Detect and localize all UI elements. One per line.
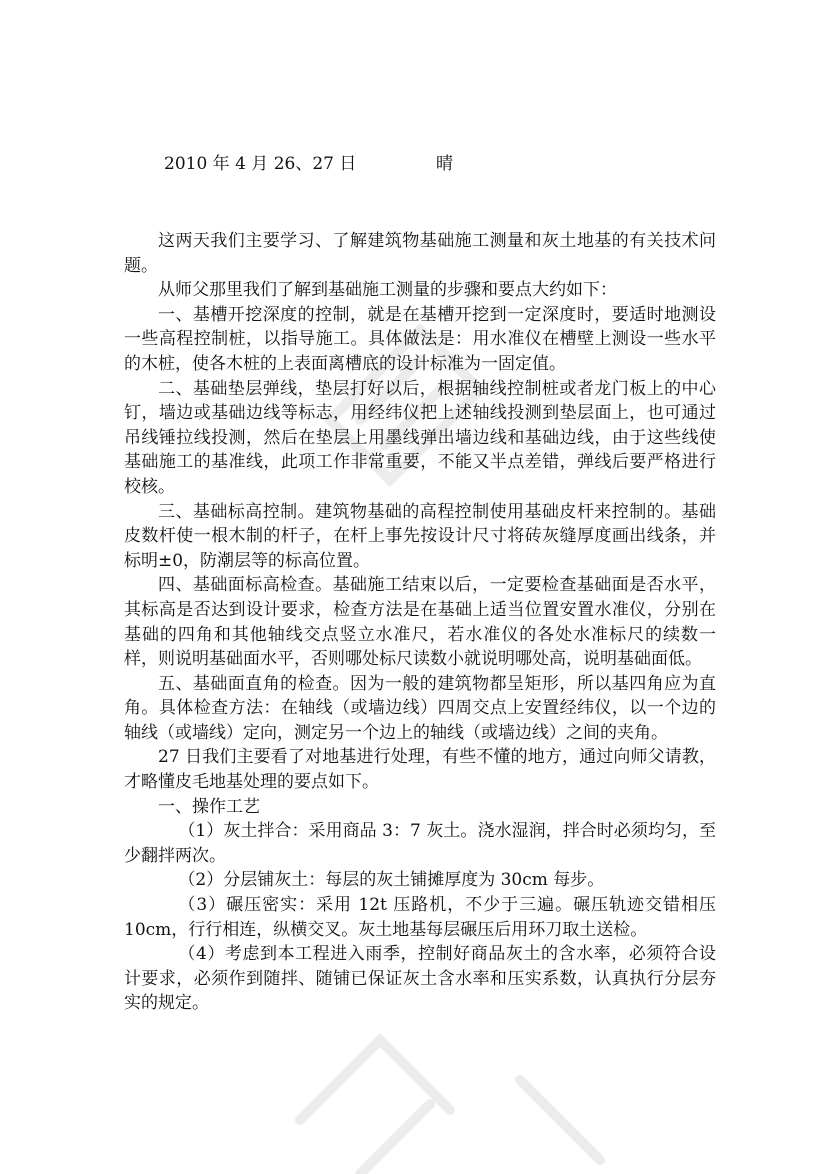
paragraph: 四、基础面标高检查。基础施工结束以后，一定要检查基础面是否水平，其标高是否达到设计要求，检查方法是在基础上适当位置安置水准仪，分别在基础的四角和其他轴线交点竖立水准尺，若水准仪的各处水准标尺的续数一样，则说明基础面水平，否则哪处标尺读数小就说明哪处高，说明基础面低。 bbox=[124, 575, 716, 670]
paragraph: （4）考虑到本工程进入雨季，控制好商品灰土的含水率，必须符合设计要求，必须作到随拌、随铺已保证灰土含水率和压实系数，认真执行分层夯实的规定。 bbox=[124, 944, 716, 1014]
paragraph: 从师父那里我们了解到基础施工测量的步骤和要点大约如下： bbox=[158, 280, 617, 301]
journal-body bbox=[124, 229, 716, 1016]
date-line bbox=[164, 150, 453, 178]
paragraph: 27 日我们主要看了对地基进行处理，有些不懂的地方，通过向师父请教，才略懂皮毛地基处理的要点如下。 bbox=[124, 747, 716, 793]
paragraph: （1）灰土拌合：采用商品 3：7 灰土。浇水湿润，拌合时必须均匀，至少翻拌两次。 bbox=[124, 821, 716, 866]
paragraph: 一、基槽开挖深度的控制，就是在基槽开挖到一定深度时，要适时地测设一些高程控制桩，以指导施工。具体做法是：用水准仪在槽壁上测设一些水平的木桩，使各木桩的上表面离槽底的设计标准为一固定值。 bbox=[124, 304, 716, 374]
paragraph: 三、基础标高控制。建筑物基础的高程控制使用基础皮杆来控制的。基础皮数杆使一根木制的杆子，在杆上事先按设计尺寸将砖灰缝厚度画出线条，并标明±0，防潮层等的标高位置。 bbox=[124, 501, 716, 571]
weather-text: 晴 bbox=[436, 154, 453, 174]
date-text: 2010 年 4 月 26、27 日 bbox=[164, 154, 357, 174]
paragraph: 二、基础垫层弹线，垫层打好以后，根据轴线控制桩或者龙门板上的中心钉，墙边或基础边线等标志，用经纬仪把上述轴线投测到垫层面上，也可通过吊线锤拉线投测，然后在垫层上用墨线弹出墙边线和基础边线，由于这些线使基础施工的基准线，此项工作非常重要，不能又半点差错，弹线后要严格进行校核。 bbox=[124, 378, 716, 497]
paragraph: （2）分层铺灰土：每层的灰土铺摊厚度为 30cm 每步。 bbox=[178, 870, 605, 891]
paragraph: （3）碾压密实：采用 12t 压路机，不少于三遍。碾压轨迹交错相压 10cm，行行相连，纵横交叉。灰土地基每层碾压后用环刀取土送检。 bbox=[124, 895, 716, 940]
paragraph: 五、基础面直角的检查。因为一般的建筑物都呈矩形，所以基四角应为直角。具体检查方法：在轴线（或墙边线）四周交点上安置经纬仪，以一个边的轴线（或墙线）定向，测定另一个边上的轴线（或墙边线）之间的夹角。 bbox=[124, 673, 716, 743]
paragraph: 这两天我们主要学习、了解建筑物基础施工测量和灰土地基的有关技术问题。 bbox=[124, 231, 716, 276]
section-heading: 一、操作工艺 bbox=[158, 796, 260, 817]
